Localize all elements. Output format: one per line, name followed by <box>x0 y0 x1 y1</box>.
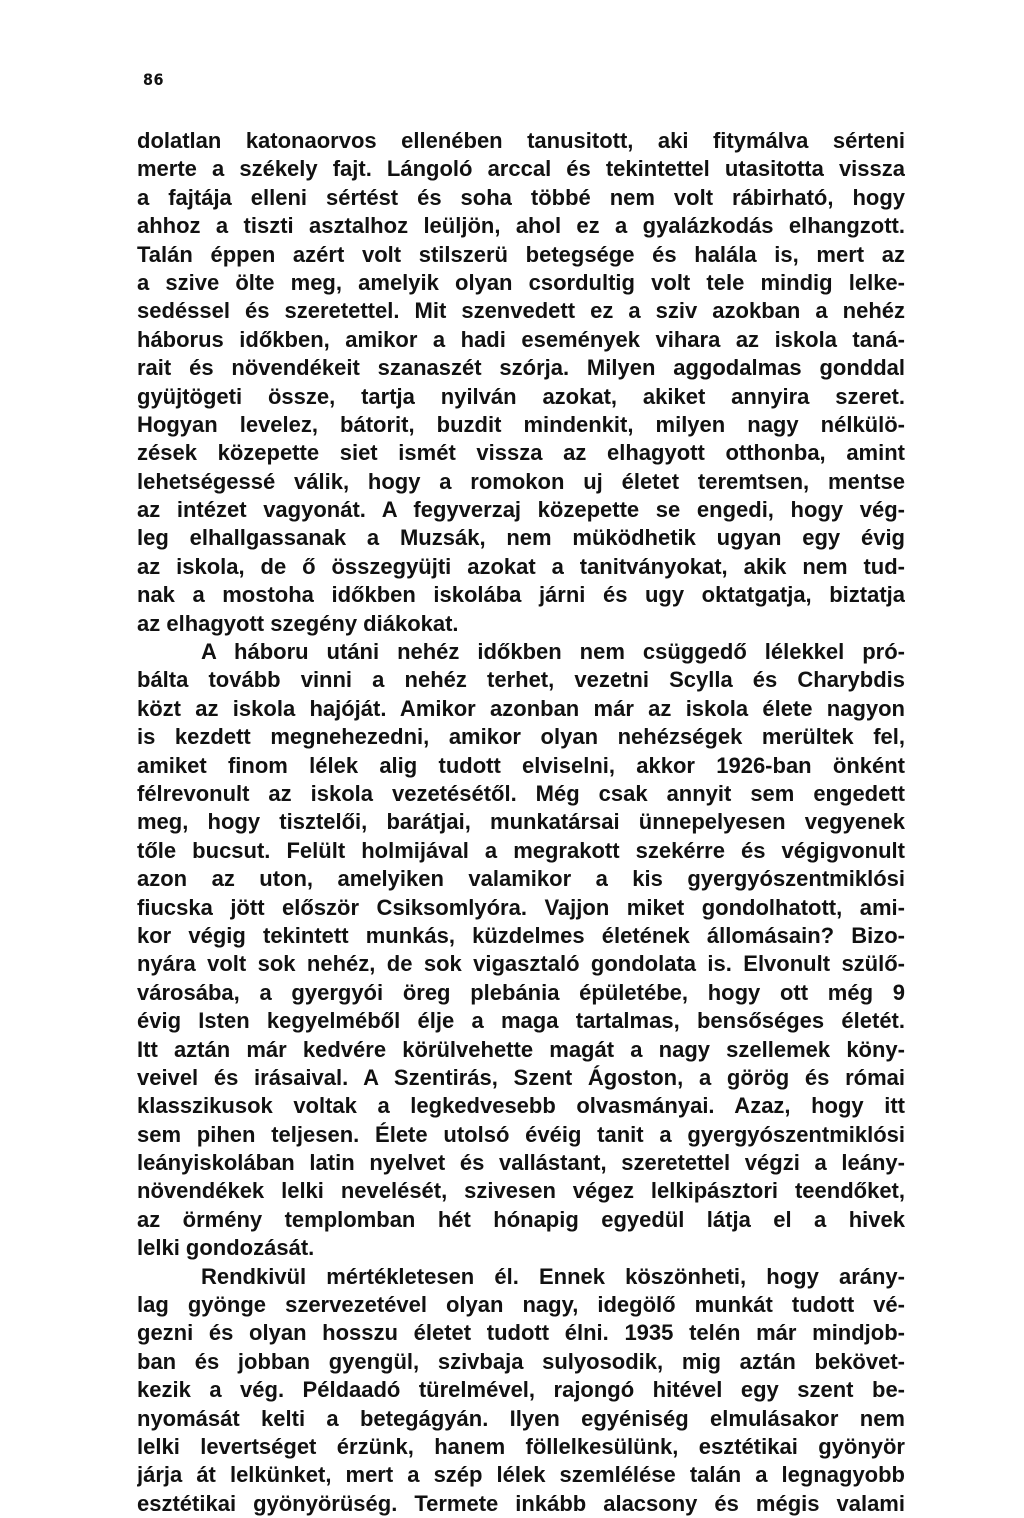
text-line: tőle bucsut. Felült holmijával a megrakott szekérre és végigvonult <box>137 837 905 863</box>
text-line: merte a székely fajt. Lángoló arccal és tekintettel utasitotta vissza <box>137 156 905 182</box>
text-line: leányiskolában latin nyelvet és vallástant, szeretettel végzi a leány- <box>137 1150 905 1176</box>
text-line: nyomását kelti a betegágyán. Ilyen egyéniség elmulásakor nem <box>137 1405 905 1431</box>
text-line: azon az uton, amelyiken valamikor a kis gyergyószentmiklósi <box>137 866 905 892</box>
text-line: növendékek lelki nevelését, szivesen végez lelkipásztori teendőket, <box>137 1178 905 1204</box>
text-line: gyüjtögeti össze, tartja nyilván azokat, akiket annyira szeret. <box>137 383 905 409</box>
text-line: ban és jobban gyengül, szivbaja sulyosodik, mig aztán bekövet- <box>137 1348 905 1374</box>
page-number: 86 <box>143 70 165 89</box>
text-line: dolatlan katonaorvos ellenében tanusitott, aki fitymálva sérteni <box>137 128 905 153</box>
text-line: nyára volt sok nehéz, de sok vigasztaló gondolata is. Elvonult szülő- <box>137 951 905 977</box>
text-line: az elhagyott szegény diákokat. <box>137 610 459 636</box>
text-line: lelki gondozását. <box>137 1235 315 1261</box>
text-line: az örmény templomban hét hónapig egyedül látja el a hivek <box>137 1206 905 1232</box>
text-line: járja át lelkünket, mert a szép lélek szemlélése talán a legnagyobb <box>137 1462 905 1488</box>
text-line: gezni és olyan hosszu életet tudott élni. 1935 telén már mindjob- <box>137 1320 905 1346</box>
body-text <box>137 127 905 1518</box>
text-line: Rendkivül mértékletesen él. Ennek köszönheti, hogy arány- <box>201 1263 905 1289</box>
text-line: zések közepette siet ismét vissza az elhagyott otthonba, amint <box>137 440 905 466</box>
text-line: veivel és irásaival. A Szentirás, Szent Ágoston, a görög és római <box>137 1064 905 1090</box>
text-line: lehetségessé válik, hogy a romokon uj életet teremtsen, mentse <box>137 468 905 494</box>
text-line: sem pihen teljesen. Élete utolsó évéig tanit a gyergyószentmiklósi <box>137 1121 905 1147</box>
text-line: amiket finom lélek alig tudott elviselni, akkor 1926-ban önként <box>137 752 905 778</box>
text-line: félrevonult az iskola vezetésétől. Még csak annyit sem engedett <box>137 780 905 806</box>
text-line: az intézet vagyonát. A fegyverzaj közepette se engedi, hogy vég- <box>137 497 905 523</box>
text-line: a fajtája elleni sértést és soha többé nem volt rábirható, hogy <box>137 184 905 210</box>
text-line: bálta tovább vinni a nehéz terhet, vezetni Scylla és Charybdis <box>137 667 905 693</box>
text-line: városába, a gyergyói öreg plebánia épületébe, hogy ott még 9 <box>137 979 905 1005</box>
text-line: leg elhallgassanak a Muzsák, nem müködhetik ugyan egy évig <box>137 525 905 551</box>
text-line: kezik a vég. Példaadó türelmével, rajongó hitével egy szent be- <box>137 1377 905 1403</box>
text-line: rait és növendékeit szanaszét szórja. Milyen aggodalmas gonddal <box>137 355 905 381</box>
text-line: meg, hogy tisztelői, barátjai, munkatársai ünnepelyesen vegyenek <box>137 809 905 835</box>
text-line: lag gyönge szervezetével olyan nagy, idegölő munkát tudott vé- <box>137 1292 905 1318</box>
text-line: az iskola, de ő összegyüjti azokat a tanitványokat, akik nem tud- <box>137 553 905 579</box>
text-line: Talán éppen azért volt stilszerü betegsége és halála is, mert az <box>137 241 905 267</box>
text-line: évig Isten kegyelméből élje a maga tartalmas, bensőséges életét. <box>137 1008 905 1034</box>
text-line: A háboru utáni nehéz időkben nem csüggedő lélekkel pró- <box>201 639 905 665</box>
text-line: Itt aztán már kedvére körülvehette magát a nagy szellemek köny- <box>137 1036 905 1062</box>
text-line: fiucska jött először Csiksomlyóra. Vajjon miket gondolhatott, ami- <box>137 894 905 920</box>
text-line: nak a mostoha időkben iskolába járni és ugy oktatgatja, biztatja <box>137 582 905 608</box>
text-line: háborus időkben, amikor a hadi események vihara az iskola taná- <box>137 326 905 352</box>
text-line: esztétikai gyönyörüség. Termete inkább alacsony és mégis valami <box>137 1490 905 1516</box>
text-line: is kezdett megnehezedni, amikor olyan nehézségek merültek fel, <box>137 724 905 750</box>
text-line: Hogyan levelez, bátorit, buzdit mindenkit, milyen nagy nélkülö- <box>137 411 905 437</box>
text-line: a szive ölte meg, amelyik olyan csordultig volt tele mindig lelke- <box>137 269 905 295</box>
text-line: közt az iskola hajóját. Amikor azonban már az iskola élete nagyon <box>137 695 905 721</box>
text-line: ahhoz a tiszti asztalhoz leüljön, ahol ez a gyalázkodás elhangzott. <box>137 213 905 239</box>
text-line: klasszikusok voltak a legkedvesebb olvasmányai. Azaz, hogy itt <box>137 1093 905 1119</box>
text-line: lelki levertséget érzünk, hanem föllelkesülünk, esztétikai gyönyör <box>137 1433 905 1459</box>
text-line: sedéssel és szeretettel. Mit szenvedett ez a sziv azokban a nehéz <box>137 298 905 324</box>
text-line: kor végig tekintett munkás, küzdelmes életének állomásain? Bizo- <box>137 922 905 948</box>
